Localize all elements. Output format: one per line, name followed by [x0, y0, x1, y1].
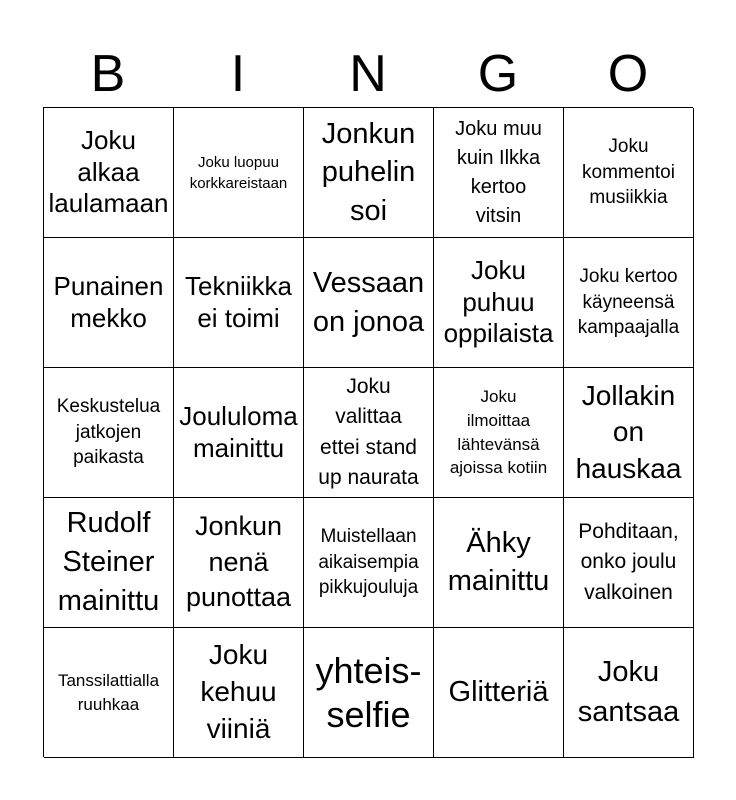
- bingo-cell-r1c1[interactable]: [44, 108, 174, 238]
- cell-text: Ähky mainittu: [447, 527, 550, 597]
- cell-text: Joku kommentoi musiikkia: [582, 136, 675, 209]
- bingo-cell-r5c4[interactable]: [434, 628, 564, 758]
- cell-text: Glitteriä: [448, 676, 549, 709]
- bingo-cell-r2c2[interactable]: [174, 238, 304, 368]
- header-letter-g: G: [477, 45, 519, 103]
- cell-text: Jollakin on hauskaa: [575, 379, 682, 484]
- bingo-cell-r3c2[interactable]: [174, 368, 304, 498]
- header-letter-i: I: [230, 45, 246, 103]
- cell-text: Joku puhuu oppilaista: [443, 254, 554, 349]
- cell-text: Joku luopuu korkkareistaan: [189, 153, 288, 192]
- bingo-cell-r2c5[interactable]: [564, 238, 694, 368]
- bingo-cell-r4c3[interactable]: [304, 498, 434, 628]
- cell-text: Joku santsaa: [577, 656, 680, 728]
- bingo-grid: [43, 107, 693, 757]
- cell-text: Muistellaan aikaisempia pikkujouluja: [318, 526, 419, 599]
- bingo-cell-r2c1[interactable]: [44, 238, 174, 368]
- bingo-cell-r5c3[interactable]: [304, 628, 434, 758]
- cell-text: Joku valittaa ettei stand up naurata: [318, 374, 419, 489]
- cell-text: Joululoma mainittu: [179, 400, 298, 463]
- cell-text: Vessaan on jonoa: [312, 267, 425, 338]
- bingo-cell-r1c3[interactable]: [304, 108, 434, 238]
- cell-text: Joku alkaa laulamaan: [48, 124, 169, 219]
- cell-text: Pohditaan, onko joulu valkoinen: [578, 519, 679, 604]
- bingo-cell-r5c2[interactable]: [174, 628, 304, 758]
- bingo-cell-r4c2[interactable]: [174, 498, 304, 628]
- bingo-cell-r3c1[interactable]: [44, 368, 174, 498]
- cell-text: yhteis- selfie: [315, 649, 422, 735]
- cell-text: Tanssilattialla ruuhkaa: [57, 670, 160, 714]
- cell-text: Joku kertoo käyneensä kampaajalla: [577, 266, 680, 339]
- header-letter-o: O: [607, 45, 649, 103]
- cell-text: Joku kehuu viiniä: [200, 639, 277, 744]
- cell-text: Joku ilmoittaa lähtevänsä ajoissa kotiin: [449, 386, 548, 478]
- header-letter-b: B: [90, 45, 126, 103]
- bingo-cell-r4c4[interactable]: [434, 498, 564, 628]
- bingo-cell-r1c4[interactable]: [434, 108, 564, 238]
- header-letter-n: N: [349, 45, 387, 103]
- cell-text: Punainen mekko: [53, 270, 164, 333]
- bingo-cell-r2c4[interactable]: [434, 238, 564, 368]
- bingo-cell-r1c5[interactable]: [564, 108, 694, 238]
- bingo-cell-r3c5[interactable]: [564, 368, 694, 498]
- bingo-header: [43, 40, 693, 108]
- bingo-cell-r5c5[interactable]: [564, 628, 694, 758]
- bingo-cell-r1c2[interactable]: [174, 108, 304, 238]
- cell-text: Tekniikka ei toimi: [185, 270, 292, 333]
- cell-text: Jonkun puhelin soi: [321, 118, 416, 227]
- bingo-cell-r4c5[interactable]: [564, 498, 694, 628]
- bingo-cell-r4c1[interactable]: [44, 498, 174, 628]
- bingo-cell-r3c3[interactable]: [304, 368, 434, 498]
- cell-text: Keskustelua jatkojen paikasta: [56, 396, 161, 469]
- bingo-cell-r5c1[interactable]: [44, 628, 174, 758]
- cell-text: Jonkun nenä punottaa: [185, 511, 292, 613]
- bingo-cell-r2c3[interactable]: [304, 238, 434, 368]
- cell-text: Rudolf Steiner mainittu: [57, 506, 160, 618]
- bingo-cell-r3c4[interactable]: [434, 368, 564, 498]
- cell-text: Joku muu kuin Ilkka kertoo vitsin: [455, 117, 542, 227]
